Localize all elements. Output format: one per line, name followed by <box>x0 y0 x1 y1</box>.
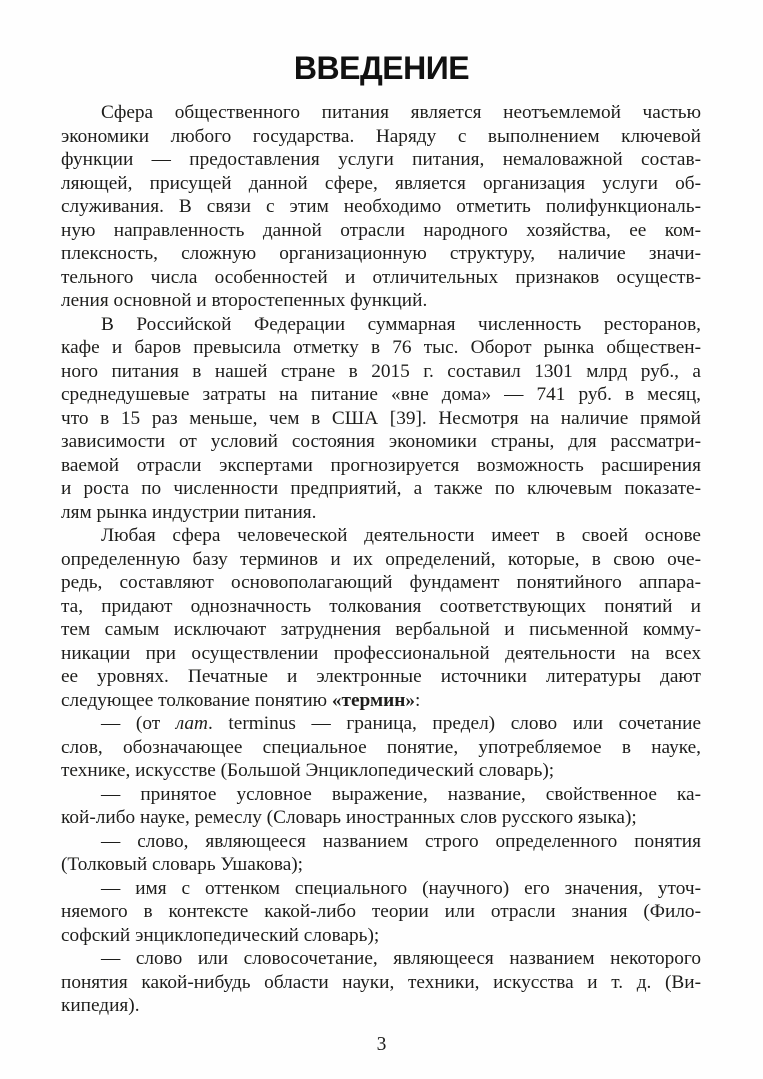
lat-line-post: . terminus — граница, предел) слово или сочетание <box>207 713 702 734</box>
text-line: — принятое условное выражение, название, свойственное ка- <box>101 783 701 805</box>
text-line: — слово, являющееся названием строго определенного понятия <box>101 830 701 852</box>
text-line: среднедушевые затраты на питание «вне дома» — 741 руб. в месяц, <box>61 384 701 405</box>
term-line-post: : <box>414 689 421 711</box>
text-line: тельного числа особенностей и отличительных признаков осуществ- <box>61 266 701 288</box>
text-line: В Российской Федерации суммарная численность ресторанов, <box>101 313 701 335</box>
text-line: софский энциклопедический словарь); <box>61 924 380 946</box>
text-line: слов, обозначающее специальное понятие, употребляемое в науке, <box>61 736 701 758</box>
text-line: Сфера общественного питания является неотъемлемой частью <box>101 102 701 123</box>
text-line <box>61 689 701 713</box>
text-line: ее уровнях. Печатные и электронные источники литературы дают <box>61 666 701 687</box>
lat-line-pre: — (от <box>101 713 176 734</box>
text-line: зависимости от условий состояния экономики страны, для рассматри- <box>61 431 701 452</box>
text-line <box>61 712 701 736</box>
text-line: тем самым исключают затруднения вербальной и письменной комму- <box>61 619 701 640</box>
paragraph <box>61 101 701 313</box>
text-line: плексность, сложную организационную структуру, наличие значи- <box>61 243 701 264</box>
paragraph <box>61 313 701 525</box>
text-line: что в 15 раз меньше, чем в США [39]. Несмотря на наличие прямой <box>61 407 701 429</box>
text-line: (Толковый словарь Ушакова); <box>61 854 304 875</box>
definition-item <box>61 830 701 877</box>
text-line: служивания. В связи с этим необходимо отметить полифункциональ- <box>61 196 701 217</box>
page-number: 3 <box>376 1034 387 1055</box>
text-line: ляющей, присущей данной сфере, является организация услуги об- <box>61 172 701 194</box>
text-line: лям рынка индустрии питания. <box>61 501 317 523</box>
text-line: кипедия). <box>61 995 140 1016</box>
text-line: технике, искусстве (Большой Энциклопедический словарь); <box>61 760 555 781</box>
text-line: Любая сфера человеческой деятельности имеет в своей основе <box>101 525 701 546</box>
text-line: ного питания в нашей стране в 2015 г. составил 1301 млрд руб., а <box>61 360 701 382</box>
text-line: — слово или словосочетание, являющееся названием некоторого <box>101 948 701 969</box>
text-line: кафе и баров превысила отметку в 76 тыс. Оборот рынка обществен- <box>61 337 701 358</box>
text-line: функции — предоставления услуги питания, немаловажной состав- <box>61 149 701 170</box>
definition-item <box>61 783 701 830</box>
term-bold-text: «термин» <box>331 689 415 711</box>
text-line: ную направленность данной отрасли народного хозяйства, ее ком- <box>61 219 701 241</box>
text-line: ваемой отрасли экспертами прогнозируется возможность расширения <box>61 454 701 476</box>
paragraph <box>61 524 701 712</box>
text-line: няемого в контексте какой-либо теории или отрасли знания (Фило- <box>61 901 701 922</box>
text-line: та, придают однозначность толкования соответствующих понятий и <box>61 595 701 617</box>
text-line: — имя с оттенком специального (научного) его значения, уточ- <box>101 877 701 899</box>
term-line-pre: следующее толкование понятию <box>61 689 332 711</box>
page-title: ВВЕДЕНИЕ <box>293 50 470 86</box>
text-line: и роста по численности предприятий, а также по ключевым показате- <box>61 478 701 499</box>
text-line: определенную базу терминов и их определений, которые, в свою оче- <box>61 548 701 570</box>
lat-italic-text: лат <box>175 713 208 734</box>
text-line: экономики любого государства. Наряду с выполнением ключевой <box>61 125 701 147</box>
text-line: кой-либо науке, ремеслу (Словарь иностранных слов русского языка); <box>61 807 637 828</box>
text-line: понятия какой-нибудь области науки, техники, искусства и т. д. (Ви- <box>61 971 701 993</box>
text-line: ления основной и второстепенных функций. <box>61 290 428 311</box>
text-line: редь, составляют основополагающий фундамент понятийного аппара- <box>61 572 701 593</box>
definition-item <box>61 712 701 783</box>
definition-item <box>61 877 701 948</box>
text-line: никации при осуществлении профессиональной деятельности на всех <box>61 642 701 664</box>
definition-item <box>61 947 701 1018</box>
text-block <box>61 101 701 1018</box>
